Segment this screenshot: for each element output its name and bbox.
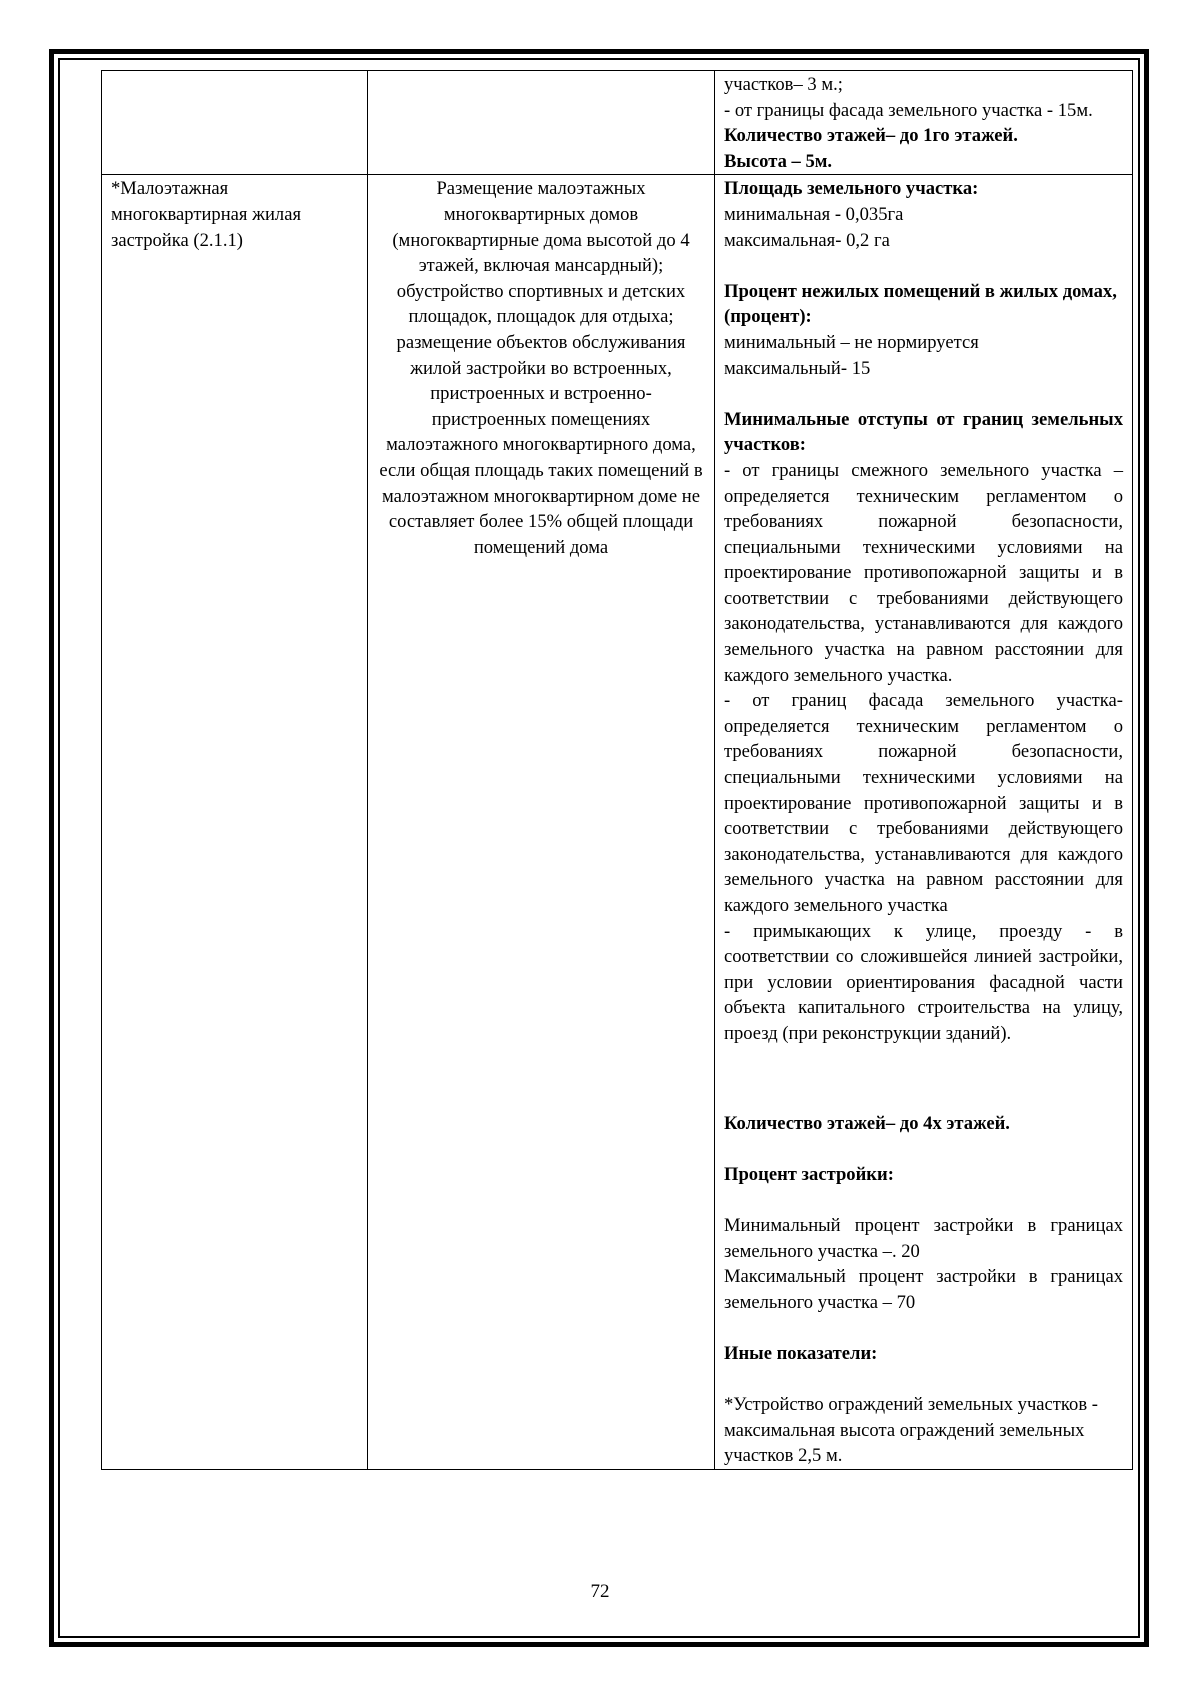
cell-parameters-continued <box>715 71 1133 175</box>
page-number: 72 <box>590 1581 610 1602</box>
table-row-lowrise-housing <box>102 175 1133 1470</box>
zoning-table <box>101 70 1133 1470</box>
setbacks-title: Минимальные отступы от границ земельных участков: <box>724 408 1123 456</box>
cell-empty-1 <box>102 71 368 175</box>
floors-text: Количество этажей– до 1го этажей. <box>724 125 1018 147</box>
cell-use-description <box>368 175 715 1470</box>
height-text: Высота – 5м. <box>724 150 833 172</box>
text-line: - от границы фасада земельного участка - 15м. <box>724 99 1093 121</box>
text-line: участков– 3 м.; <box>724 74 843 95</box>
area-max: максимальная- 0,2 га <box>724 229 890 251</box>
coverage-title: Процент застройки: <box>724 1163 894 1185</box>
area-min: минимальная - 0,035га <box>724 203 904 225</box>
setback-facade: - от границ фасада земельного участка- определяется техническим регламентом о требованиях пожарной безопасности, специальными техническими условиями на проектирование противопожарной защиты и в соответствии с требованиями действующего законодательства, устанавливаются для каждого земельного участка на равном расстоянии для каждого земельного участка <box>724 690 1123 916</box>
setback-adjacent: - от границы смежного земельного участка – определяется техническим регламентом о требованиях пожарной безопасности, специальными техническими условиями на проектирование противопожарной защиты и в соответствии с требованиями действующего законодательства, устанавливаются для каждого земельного участка на равном расстоянии для каждого земельного участка. <box>724 459 1123 686</box>
coverage-min: Минимальный процент застройки в границах земельного участка –. 20 <box>724 1214 1123 1262</box>
cell-empty-2 <box>368 71 715 175</box>
use-description-text: Размещение малоэтажных многоквартирных домов (многоквартирные дома высотой до 4 этажей, включая мансардный); обустройство спортивных и детских площадок, площадок для отдыха; размещение объектов обслуживания жилой застройки во встроенных, пристроенных и встроенно-пристроенных помещениях малоэтажного многоквартирного дома, если общая площадь таких помещений в малоэтажном многоквартирном доме не составляет более 15% общей площади помещений дома <box>379 178 703 558</box>
use-type-text: *Малоэтажная многоквартирная жилая застройка (2.1.1) <box>111 178 302 251</box>
coverage-max: Максимальный процент застройки в границах земельного участка – 70 <box>724 1266 1123 1313</box>
cell-parameters <box>715 175 1133 1470</box>
nonres-max: максимальный- 15 <box>724 357 871 379</box>
area-title: Площадь земельного участка: <box>724 178 979 200</box>
nonres-title: Процент нежилых помещений в жилых домах, (процент): <box>724 280 1117 328</box>
nonres-min: минимальный – не нормируется <box>724 331 979 353</box>
table-row-continuation <box>102 71 1133 175</box>
cell-use-type <box>102 175 368 1470</box>
setback-street: - примыкающих к улице, проезду - в соответствии со сложившейся линией застройки, при условии ориентирования фасадной части объекта капитального строительства на улицу, проезд (при реконструкции зданий). <box>724 920 1123 1044</box>
floors-text: Количество этажей– до 4х этажей. <box>724 1112 1010 1134</box>
other-title: Иные показатели: <box>724 1342 878 1364</box>
fence-text: *Устройство ограждений земельных участков - максимальная высота ограждений земельных участков 2,5 м. <box>724 1394 1098 1467</box>
